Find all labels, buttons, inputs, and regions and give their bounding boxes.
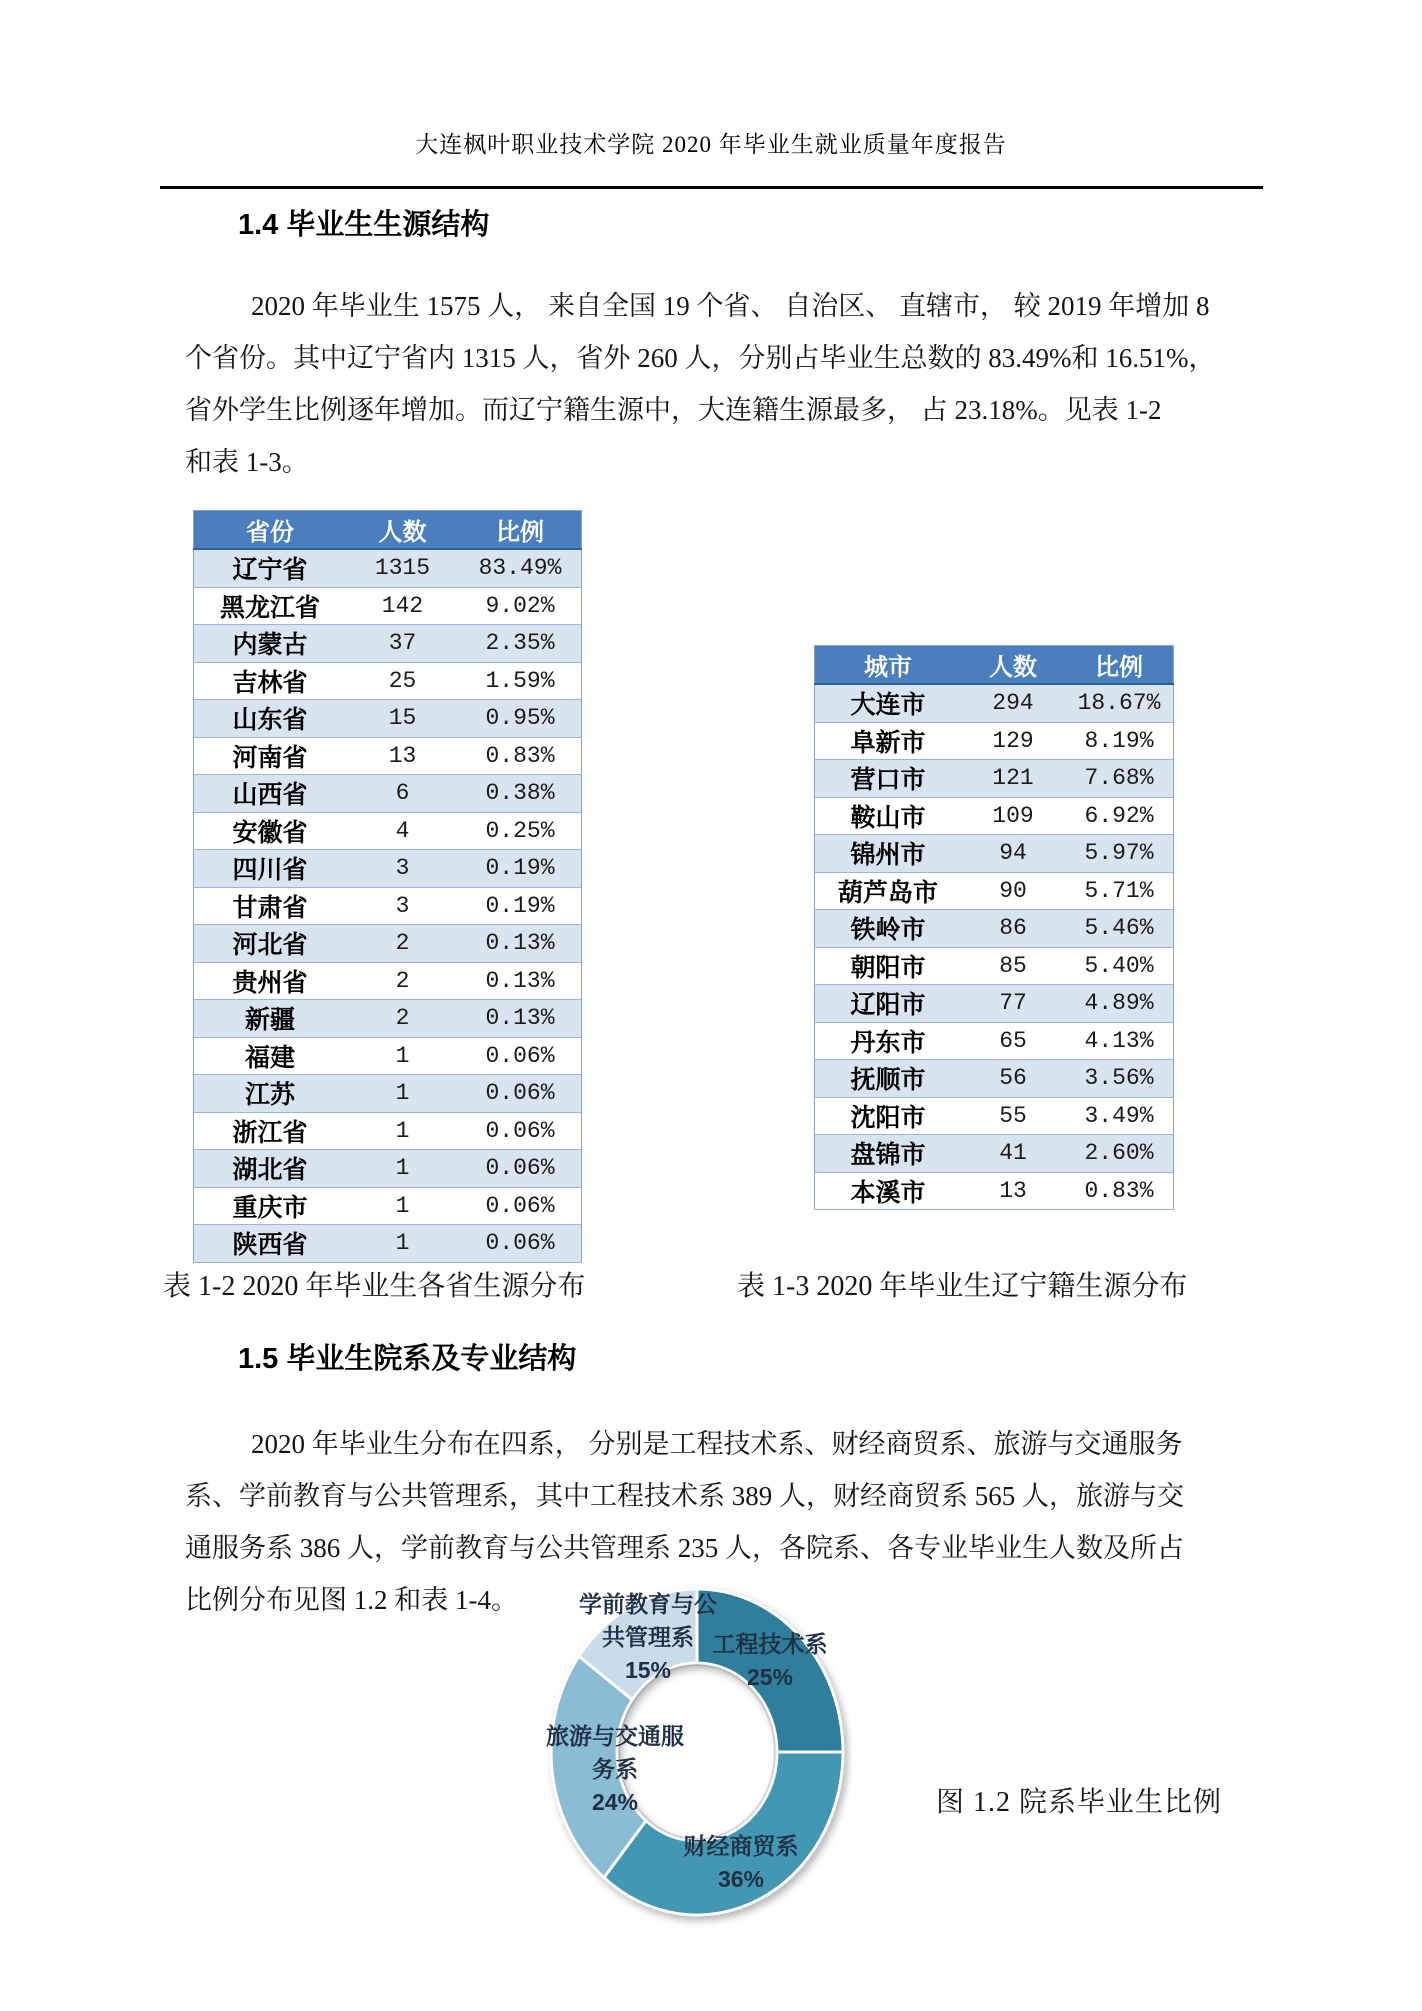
count-cell: 4 bbox=[346, 812, 459, 850]
count-cell: 1 bbox=[346, 1150, 459, 1188]
pie-label-preschool bbox=[528, 1588, 768, 1687]
region-cell: 湖北省 bbox=[194, 1150, 347, 1188]
percent-cell: 18.67% bbox=[1065, 684, 1174, 722]
count-cell: 13 bbox=[346, 737, 459, 775]
percent-cell: 8.19% bbox=[1065, 722, 1174, 760]
table-row bbox=[194, 700, 582, 738]
region-cell: 安徽省 bbox=[194, 812, 347, 850]
region-cell: 葫芦岛市 bbox=[815, 872, 962, 910]
table-row bbox=[815, 872, 1174, 910]
text-line: 2020 年毕业生分布在四系， 分别是工程技术系、财经商贸系、旅游与交通服务 bbox=[251, 1429, 1183, 1459]
city-table-header bbox=[815, 646, 1174, 685]
section-1-4-heading: 1.4 毕业生生源结构 bbox=[238, 209, 490, 241]
text-line: 通服务系 386 人，学前教育与公共管理系 235 人，各院系、各专业毕业生人数及所占 bbox=[185, 1533, 1184, 1563]
table-row bbox=[194, 737, 582, 775]
table-row bbox=[815, 1172, 1174, 1210]
percent-cell: 5.97% bbox=[1065, 835, 1174, 873]
count-cell: 13 bbox=[961, 1172, 1065, 1210]
table-row bbox=[815, 910, 1174, 948]
count-cell: 65 bbox=[961, 1022, 1065, 1060]
region-cell: 江苏 bbox=[194, 1075, 347, 1113]
pie-label-finance bbox=[631, 1830, 851, 1896]
header-row bbox=[815, 646, 1174, 685]
percent-cell: 0.06% bbox=[459, 1037, 582, 1075]
region-cell: 四川省 bbox=[194, 850, 347, 888]
text-line: 省外学生比例逐年增加。而辽宁籍生源中，大连籍生源最多， 占 23.18%。见表 1-2 bbox=[185, 395, 1162, 425]
percent-cell: 5.40% bbox=[1065, 947, 1174, 985]
percent-cell: 0.19% bbox=[459, 850, 582, 888]
section-1-5-heading: 1.5 毕业生院系及专业结构 bbox=[238, 1343, 577, 1375]
column-header-percent: 比例 bbox=[1065, 646, 1174, 685]
table-row bbox=[815, 760, 1174, 798]
table-row bbox=[815, 722, 1174, 760]
table-row bbox=[194, 625, 582, 663]
table-row bbox=[815, 947, 1174, 985]
count-cell: 15 bbox=[346, 700, 459, 738]
region-cell: 沈阳市 bbox=[815, 1097, 962, 1135]
percent-cell: 0.06% bbox=[459, 1150, 582, 1188]
count-cell: 294 bbox=[961, 684, 1065, 722]
count-cell: 3 bbox=[346, 887, 459, 925]
percent-cell: 1.59% bbox=[459, 662, 582, 700]
text-line: 2020 年毕业生 1575 人， 来自全国 19 个省、 自治区、 直辖市， 较 2019 年增加 8 bbox=[251, 291, 1210, 321]
percent-cell: 2.60% bbox=[1065, 1135, 1174, 1173]
percent-cell: 4.13% bbox=[1065, 1022, 1174, 1060]
section-1-4-paragraph bbox=[185, 280, 1260, 488]
region-cell: 鞍山市 bbox=[815, 797, 962, 835]
percent-cell: 7.68% bbox=[1065, 760, 1174, 798]
percent-cell: 5.71% bbox=[1065, 872, 1174, 910]
count-cell: 86 bbox=[961, 910, 1065, 948]
count-cell: 1 bbox=[346, 1112, 459, 1150]
region-cell: 新疆 bbox=[194, 1000, 347, 1038]
table-row bbox=[194, 1187, 582, 1225]
count-cell: 121 bbox=[961, 760, 1065, 798]
city-table-caption: 表 1-3 2020 年毕业生辽宁籍生源分布 bbox=[737, 1271, 1188, 1302]
table-row bbox=[194, 1112, 582, 1150]
region-cell: 河南省 bbox=[194, 737, 347, 775]
pie-label-line: 15% bbox=[624, 1657, 672, 1683]
percent-cell: 0.06% bbox=[459, 1112, 582, 1150]
table-row bbox=[194, 775, 582, 813]
text-line: 系、学前教育与公共管理系，其中工程技术系 389 人，财经商贸系 565 人，旅游与交 bbox=[185, 1481, 1184, 1511]
text-line: 和表 1-3。 bbox=[185, 447, 309, 477]
region-cell: 朝阳市 bbox=[815, 947, 962, 985]
percent-cell: 0.25% bbox=[459, 812, 582, 850]
percent-cell: 0.19% bbox=[459, 887, 582, 925]
count-cell: 2 bbox=[346, 962, 459, 1000]
region-cell: 阜新市 bbox=[815, 722, 962, 760]
percent-cell: 0.83% bbox=[459, 737, 582, 775]
region-cell: 吉林省 bbox=[194, 662, 347, 700]
percent-cell: 83.49% bbox=[459, 549, 582, 587]
region-cell: 甘肃省 bbox=[194, 887, 347, 925]
pie-label-line: 学前教育与公 bbox=[579, 1591, 717, 1617]
figure-caption: 图 1.2 院系毕业生比例 bbox=[936, 1787, 1223, 1818]
pie-label-line: 25% bbox=[746, 1664, 794, 1690]
count-cell: 1 bbox=[346, 1225, 459, 1263]
table-row bbox=[194, 1000, 582, 1038]
column-header-count: 人数 bbox=[346, 511, 459, 550]
table-row bbox=[815, 1135, 1174, 1173]
count-cell: 90 bbox=[961, 872, 1065, 910]
province-table-caption: 表 1-2 2020 年毕业生各省生源分布 bbox=[163, 1271, 586, 1302]
percent-cell: 0.13% bbox=[459, 925, 582, 963]
count-cell: 1 bbox=[346, 1187, 459, 1225]
region-cell: 重庆市 bbox=[194, 1187, 347, 1225]
province-table-header bbox=[194, 511, 582, 550]
percent-cell: 6.92% bbox=[1065, 797, 1174, 835]
percent-cell: 5.46% bbox=[1065, 910, 1174, 948]
count-cell: 142 bbox=[346, 587, 459, 625]
column-header-city: 城市 bbox=[815, 646, 962, 685]
table-row bbox=[194, 587, 582, 625]
region-cell: 本溪市 bbox=[815, 1172, 962, 1210]
count-cell: 2 bbox=[346, 1000, 459, 1038]
table-row bbox=[194, 812, 582, 850]
count-cell: 94 bbox=[961, 835, 1065, 873]
table-row bbox=[194, 1225, 582, 1263]
percent-cell: 0.95% bbox=[459, 700, 582, 738]
percent-cell: 0.13% bbox=[459, 1000, 582, 1038]
region-cell: 营口市 bbox=[815, 760, 962, 798]
count-cell: 85 bbox=[961, 947, 1065, 985]
region-cell: 锦州市 bbox=[815, 835, 962, 873]
table-row bbox=[194, 549, 582, 587]
region-cell: 盘锦市 bbox=[815, 1135, 962, 1173]
header-row bbox=[194, 511, 582, 550]
text-line: 个省份。其中辽宁省内 1315 人，省外 260 人，分别占毕业生总数的 83.49%和 16.51%， bbox=[185, 343, 1216, 373]
pie-label-tourism bbox=[505, 1720, 725, 1819]
count-cell: 25 bbox=[346, 662, 459, 700]
region-cell: 辽宁省 bbox=[194, 549, 347, 587]
percent-cell: 9.02% bbox=[459, 587, 582, 625]
count-cell: 55 bbox=[961, 1097, 1065, 1135]
region-cell: 铁岭市 bbox=[815, 910, 962, 948]
column-header-count: 人数 bbox=[961, 646, 1065, 685]
city-origin-table bbox=[814, 645, 1174, 1210]
count-cell: 109 bbox=[961, 797, 1065, 835]
count-cell: 37 bbox=[346, 625, 459, 663]
table-row bbox=[815, 1097, 1174, 1135]
page-header-title: 大连枫叶职业技术学院 2020 年毕业生就业质量年度报告 bbox=[415, 132, 1007, 157]
region-cell: 陕西省 bbox=[194, 1225, 347, 1263]
pie-label-line: 旅游与交通服 bbox=[546, 1723, 684, 1749]
region-cell: 山东省 bbox=[194, 700, 347, 738]
pie-label-line: 务系 bbox=[592, 1756, 638, 1782]
text-line: 比例分布见图 1.2 和表 1-4。 bbox=[185, 1585, 518, 1615]
percent-cell: 2.35% bbox=[459, 625, 582, 663]
count-cell: 1315 bbox=[346, 549, 459, 587]
count-cell: 56 bbox=[961, 1060, 1065, 1098]
table-row bbox=[194, 962, 582, 1000]
table-row bbox=[194, 887, 582, 925]
percent-cell: 0.06% bbox=[459, 1075, 582, 1113]
percent-cell: 0.13% bbox=[459, 962, 582, 1000]
region-cell: 福建 bbox=[194, 1037, 347, 1075]
region-cell: 黑龙江省 bbox=[194, 587, 347, 625]
column-header-province: 省份 bbox=[194, 511, 347, 550]
table-row bbox=[815, 835, 1174, 873]
header-rule bbox=[160, 186, 1263, 189]
region-cell: 河北省 bbox=[194, 925, 347, 963]
percent-cell: 0.06% bbox=[459, 1225, 582, 1263]
pie-label-line: 36% bbox=[717, 1866, 765, 1892]
count-cell: 6 bbox=[346, 775, 459, 813]
region-cell: 大连市 bbox=[815, 684, 962, 722]
count-cell: 41 bbox=[961, 1135, 1065, 1173]
pie-label-line: 财经商贸系 bbox=[683, 1833, 799, 1859]
table-row bbox=[815, 1022, 1174, 1060]
column-header-percent: 比例 bbox=[459, 511, 582, 550]
pie-label-line: 工程技术系 bbox=[712, 1631, 828, 1657]
region-cell: 抚顺市 bbox=[815, 1060, 962, 1098]
percent-cell: 0.83% bbox=[1065, 1172, 1174, 1210]
region-cell: 贵州省 bbox=[194, 962, 347, 1000]
table-row bbox=[194, 925, 582, 963]
count-cell: 1 bbox=[346, 1037, 459, 1075]
count-cell: 129 bbox=[961, 722, 1065, 760]
table-row bbox=[815, 797, 1174, 835]
region-cell: 山西省 bbox=[194, 775, 347, 813]
region-cell: 辽阳市 bbox=[815, 985, 962, 1023]
table-row bbox=[194, 1037, 582, 1075]
percent-cell: 4.89% bbox=[1065, 985, 1174, 1023]
table-row bbox=[194, 1075, 582, 1113]
table-row bbox=[815, 684, 1174, 722]
table-row bbox=[815, 1060, 1174, 1098]
percent-cell: 3.49% bbox=[1065, 1097, 1174, 1135]
pie-label-line: 共管理系 bbox=[602, 1624, 694, 1650]
percent-cell: 3.56% bbox=[1065, 1060, 1174, 1098]
count-cell: 1 bbox=[346, 1075, 459, 1113]
count-cell: 2 bbox=[346, 925, 459, 963]
province-origin-table bbox=[193, 510, 582, 1263]
count-cell: 3 bbox=[346, 850, 459, 888]
region-cell: 内蒙古 bbox=[194, 625, 347, 663]
region-cell: 浙江省 bbox=[194, 1112, 347, 1150]
percent-cell: 0.38% bbox=[459, 775, 582, 813]
table-row bbox=[194, 662, 582, 700]
pie-label-line: 24% bbox=[591, 1789, 639, 1815]
count-cell: 77 bbox=[961, 985, 1065, 1023]
table-row bbox=[194, 850, 582, 888]
table-row bbox=[815, 985, 1174, 1023]
region-cell: 丹东市 bbox=[815, 1022, 962, 1060]
table-row bbox=[194, 1150, 582, 1188]
percent-cell: 0.06% bbox=[459, 1187, 582, 1225]
